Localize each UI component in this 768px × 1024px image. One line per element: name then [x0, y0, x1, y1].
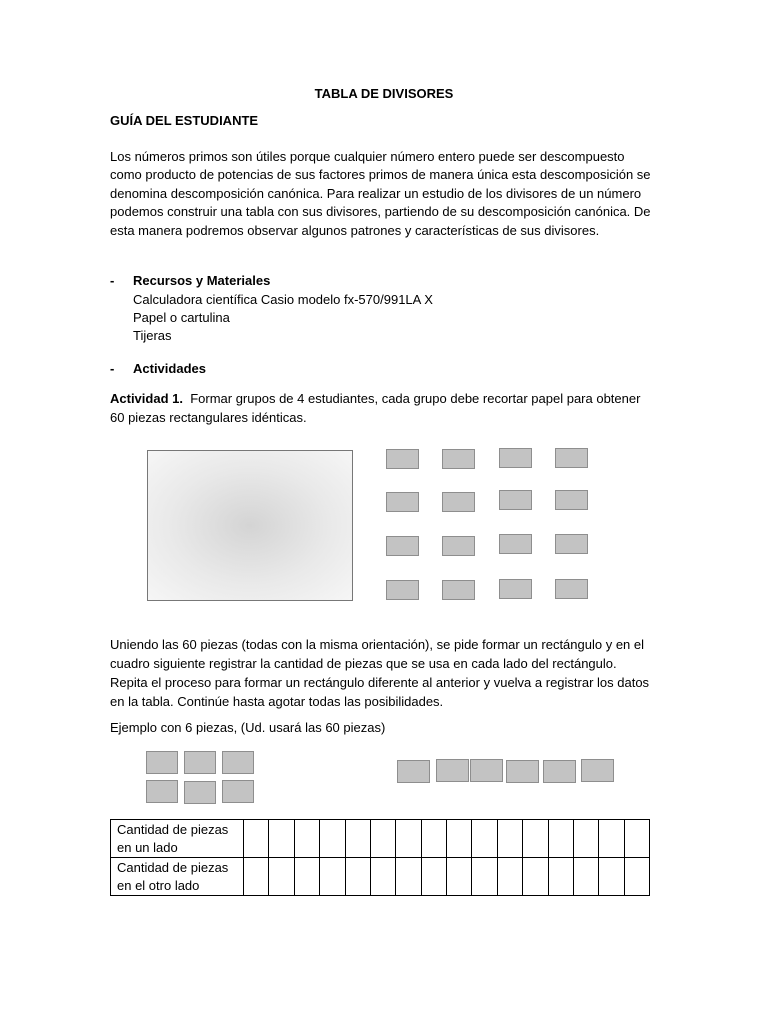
paper-piece	[386, 492, 419, 512]
paper-piece	[222, 751, 254, 774]
activity1-text: Formar grupos de 4 estudiantes, cada grupo debe recortar papel para obtener 60 piezas rectangulares idénticas.	[110, 391, 641, 425]
resources-heading	[110, 273, 270, 288]
paper-piece	[386, 580, 419, 600]
table-cell[interactable]	[294, 858, 319, 896]
table-cell[interactable]	[472, 858, 497, 896]
paper-piece	[442, 492, 475, 512]
resource-item: Tijeras	[133, 328, 172, 343]
table-cell[interactable]	[624, 820, 649, 858]
table-cell[interactable]	[370, 820, 395, 858]
paper-piece	[442, 580, 475, 600]
paper-piece	[555, 579, 588, 599]
table-row	[111, 820, 650, 858]
activities-heading	[110, 361, 206, 376]
resource-item: Papel o cartulina	[133, 310, 230, 325]
resources-list	[133, 291, 433, 345]
table-cell[interactable]	[421, 858, 446, 896]
paper-piece	[499, 448, 532, 468]
table-cell[interactable]	[624, 858, 649, 896]
instructions-paragraph: Uniendo las 60 piezas (todas con la misma orientación), se pide formar un rectángulo y en el cuadro siguiente registrar la cantidad de piezas que se usa en cada lado del rectángulo. Repita el proceso para formar un rectángulo diferente al anterior y vuelva a registrar los datos en la tabla. Continúe hasta agotar todas las posibilidades.	[110, 637, 650, 709]
paper-sheet-illustration	[147, 450, 353, 601]
table-cell[interactable]	[599, 858, 624, 896]
paper-piece	[146, 751, 178, 774]
table-cell[interactable]	[523, 820, 548, 858]
paper-piece	[506, 760, 539, 783]
table-cell[interactable]	[548, 820, 573, 858]
divisors-table	[110, 819, 650, 896]
paper-piece	[499, 534, 532, 554]
paper-piece	[442, 536, 475, 556]
table-cell[interactable]	[421, 820, 446, 858]
resource-item: Calculadora científica Casio modelo fx-570/991LA X	[133, 292, 433, 307]
resources-heading-label: Recursos y Materiales	[133, 273, 271, 288]
table-cell[interactable]	[269, 820, 294, 858]
table-cell[interactable]	[396, 820, 421, 858]
paper-piece	[555, 534, 588, 554]
paper-piece	[436, 759, 469, 782]
table-cell[interactable]	[523, 858, 548, 896]
table-row	[111, 858, 650, 896]
bullet-dash: -	[110, 273, 115, 288]
document-subtitle: GUÍA DEL ESTUDIANTE	[110, 113, 259, 128]
table-cell[interactable]	[497, 820, 522, 858]
table-cell[interactable]	[244, 858, 269, 896]
table-cell[interactable]	[447, 858, 472, 896]
table-cell[interactable]	[497, 858, 522, 896]
paper-piece	[555, 490, 588, 510]
activity1-paragraph	[110, 389, 655, 427]
table-cell[interactable]	[472, 820, 497, 858]
activity1-label: Actividad 1.	[110, 391, 183, 406]
table-cell[interactable]	[345, 858, 370, 896]
table-cell[interactable]	[294, 820, 319, 858]
paper-piece	[146, 780, 178, 803]
paper-piece	[386, 536, 419, 556]
paper-piece	[222, 780, 254, 803]
paper-piece	[543, 760, 576, 783]
bullet-dash: -	[110, 361, 115, 376]
table-cell[interactable]	[269, 858, 294, 896]
paper-piece	[184, 781, 216, 804]
example-caption: Ejemplo con 6 piezas, (Ud. usará las 60 piezas)	[110, 720, 386, 735]
table-cell[interactable]	[320, 858, 345, 896]
table-cell[interactable]	[345, 820, 370, 858]
table-cell[interactable]	[396, 858, 421, 896]
table-cell[interactable]	[244, 820, 269, 858]
table-cell[interactable]	[548, 858, 573, 896]
table-cell[interactable]	[573, 858, 598, 896]
row-label-other-side: Cantidad de piezas en el otro lado	[111, 858, 244, 896]
table-cell[interactable]	[370, 858, 395, 896]
paper-piece	[499, 490, 532, 510]
table-cell[interactable]	[599, 820, 624, 858]
paper-piece	[581, 759, 614, 782]
paper-piece	[184, 751, 216, 774]
paper-piece	[555, 448, 588, 468]
table-cell[interactable]	[447, 820, 472, 858]
activities-heading-label: Actividades	[133, 361, 206, 376]
paper-piece	[397, 760, 430, 783]
row-label-one-side: Cantidad de piezas en un lado	[111, 820, 244, 858]
paper-piece	[386, 449, 419, 469]
paper-piece	[442, 449, 475, 469]
table-cell[interactable]	[573, 820, 598, 858]
intro-paragraph: Los números primos son útiles porque cualquier número entero puede ser descompuesto como producto de potencias de sus factores primos de manera única esta descomposición se denomina descomposición canónica. Para realizar un estudio de los divisores de un número podemos construir una tabla con sus divisores, partiendo de su descomposición canónica. De esta manera podremos observar algunos patrones y características de sus divisores.	[110, 149, 651, 238]
table-cell[interactable]	[320, 820, 345, 858]
paper-piece	[499, 579, 532, 599]
document-title: TABLA DE DIVISORES	[314, 86, 454, 101]
paper-piece	[470, 759, 503, 782]
